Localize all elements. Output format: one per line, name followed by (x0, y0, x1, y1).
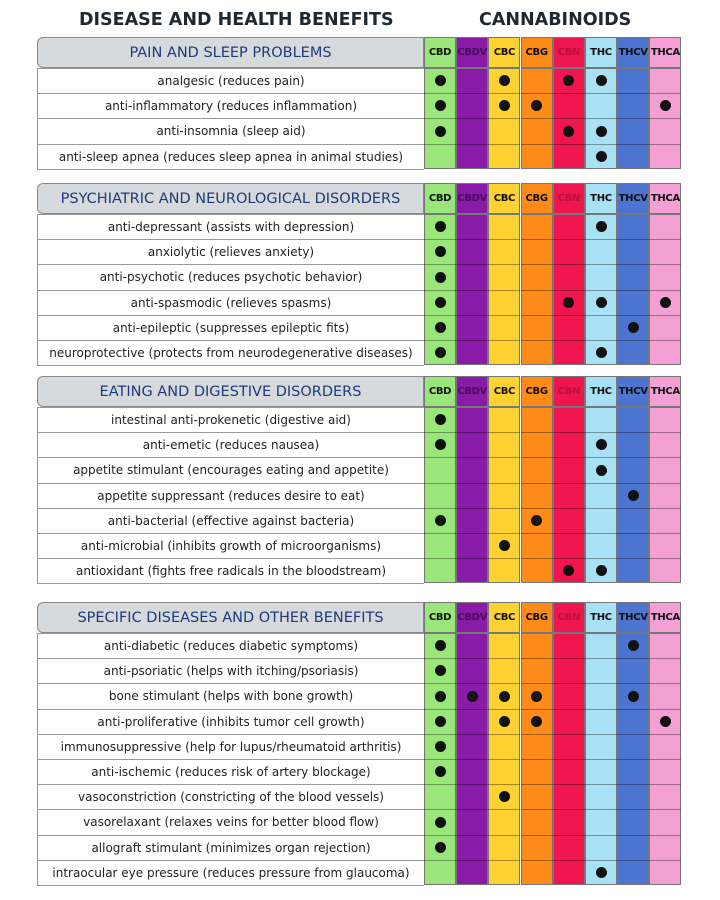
cell-divider (488, 558, 520, 559)
benefit-row-label: anti-psoriatic (helps with itching/psoriasis) (37, 658, 424, 684)
cell-divider (456, 340, 488, 341)
cell-divider (649, 144, 681, 145)
benefit-dot-thcv (628, 640, 639, 651)
column-header-cbg: CBG (521, 602, 553, 633)
cell-divider (424, 533, 456, 534)
column-header-cbdv: CBDV (456, 602, 488, 633)
cell-divider (649, 264, 681, 265)
cell-divider (585, 809, 617, 810)
cell-divider (521, 483, 553, 484)
cell-divider (617, 315, 649, 316)
cell-divider (488, 709, 520, 710)
benefit-dot-cbd (435, 842, 446, 853)
cell-divider (553, 759, 585, 760)
cell-divider (456, 809, 488, 810)
cell-divider (424, 93, 456, 94)
benefit-dot-thcv (628, 691, 639, 702)
column-header-thc: THC (585, 37, 617, 68)
cell-divider (649, 315, 681, 316)
cell-divider (553, 264, 585, 265)
cell-divider (585, 432, 617, 433)
benefit-dot-thc (596, 221, 607, 232)
cell-divider (585, 118, 617, 119)
cell-divider (521, 340, 553, 341)
benefit-dot-cbd (435, 817, 446, 828)
benefit-row-label: intraocular eye pressure (reduces pressure from glaucoma) (37, 860, 424, 886)
cell-divider (585, 860, 617, 861)
cell-divider (424, 432, 456, 433)
cell-divider (521, 835, 553, 836)
cell-divider (521, 93, 553, 94)
cell-divider (488, 315, 520, 316)
cell-divider (617, 144, 649, 145)
benefit-row-label: anti-epileptic (suppresses epileptic fits) (37, 315, 424, 341)
cell-divider (553, 835, 585, 836)
cell-divider (424, 239, 456, 240)
column-header-cbn: CBN (553, 183, 585, 214)
cell-divider (553, 683, 585, 684)
cell-divider (649, 239, 681, 240)
cell-divider (424, 508, 456, 509)
cell-divider (553, 340, 585, 341)
cell-divider (521, 264, 553, 265)
cell-divider (553, 558, 585, 559)
benefits-header: DISEASE AND HEALTH BENEFITS (79, 10, 394, 30)
benefit-dot-cbn (563, 126, 574, 137)
cell-divider (617, 835, 649, 836)
cell-divider (649, 759, 681, 760)
column-header-cbdv: CBDV (456, 37, 488, 68)
benefit-row-label: appetite suppressant (reduces desire to eat) (37, 483, 424, 509)
column-header-thcv: THCV (617, 376, 649, 407)
cell-divider (456, 759, 488, 760)
benefit-dot-cbd (435, 766, 446, 777)
cell-divider (617, 483, 649, 484)
cell-divider (649, 709, 681, 710)
cell-divider (456, 290, 488, 291)
cell-divider (585, 290, 617, 291)
cell-divider (585, 784, 617, 785)
cell-divider (553, 784, 585, 785)
cell-divider (585, 239, 617, 240)
column-body-cbn (553, 407, 585, 583)
cell-divider (424, 290, 456, 291)
cell-divider (488, 432, 520, 433)
column-body-cbd (424, 407, 456, 583)
cell-divider (521, 508, 553, 509)
cell-divider (488, 483, 520, 484)
benefit-row-label: analgesic (reduces pain) (37, 68, 424, 94)
cell-divider (585, 340, 617, 341)
cell-divider (488, 118, 520, 119)
cell-divider (456, 432, 488, 433)
column-header-cbg: CBG (521, 183, 553, 214)
benefit-dot-cbc (499, 691, 510, 702)
cell-divider (424, 144, 456, 145)
cell-divider (585, 264, 617, 265)
cannabinoids-header: CANNABINOIDS (479, 10, 632, 30)
benefit-dot-cbdv (467, 691, 478, 702)
benefit-dot-cbd (435, 665, 446, 676)
benefit-dot-cbd (435, 515, 446, 526)
benefit-row-label: anxiolytic (relieves anxiety) (37, 239, 424, 265)
cell-divider (424, 264, 456, 265)
benefit-row-label: anti-spasmodic (relieves spasms) (37, 290, 424, 316)
cell-divider (424, 734, 456, 735)
cell-divider (456, 508, 488, 509)
cell-divider (649, 784, 681, 785)
benefit-dot-cbd (435, 272, 446, 283)
cell-divider (617, 658, 649, 659)
cell-divider (488, 533, 520, 534)
benefit-dot-thca (660, 297, 671, 308)
cell-divider (424, 860, 456, 861)
column-header-cbc: CBC (488, 183, 520, 214)
cell-divider (424, 457, 456, 458)
cell-divider (424, 784, 456, 785)
cell-divider (424, 683, 456, 684)
column-header-cbg: CBG (521, 37, 553, 68)
cell-divider (617, 264, 649, 265)
column-body-cbg (521, 407, 553, 583)
cell-divider (521, 658, 553, 659)
cell-divider (488, 239, 520, 240)
cell-divider (617, 290, 649, 291)
cell-divider (649, 483, 681, 484)
column-header-thca: THCA (649, 602, 681, 633)
cell-divider (456, 658, 488, 659)
cell-divider (585, 315, 617, 316)
column-header-thcv: THCV (617, 602, 649, 633)
cell-divider (456, 533, 488, 534)
cell-divider (553, 239, 585, 240)
benefit-row-label: anti-diabetic (reduces diabetic symptoms) (37, 633, 424, 659)
column-header-cbd: CBD (424, 376, 456, 407)
benefit-dot-cbd (435, 322, 446, 333)
cell-divider (456, 784, 488, 785)
benefit-dot-cbd (435, 691, 446, 702)
cell-divider (424, 118, 456, 119)
cell-divider (649, 860, 681, 861)
cell-divider (521, 239, 553, 240)
benefit-dot-thca (660, 716, 671, 727)
cell-divider (585, 759, 617, 760)
cell-divider (456, 239, 488, 240)
benefit-dot-thcv (628, 322, 639, 333)
cell-divider (617, 508, 649, 509)
cell-divider (456, 315, 488, 316)
column-header-cbd: CBD (424, 183, 456, 214)
cell-divider (456, 264, 488, 265)
cell-divider (488, 835, 520, 836)
benefit-dot-thc (596, 126, 607, 137)
benefit-row-label: anti-ischemic (reduces risk of artery blockage) (37, 759, 424, 785)
column-header-cbg: CBG (521, 376, 553, 407)
cell-divider (521, 290, 553, 291)
cell-divider (521, 683, 553, 684)
cell-divider (456, 860, 488, 861)
cell-divider (424, 835, 456, 836)
cell-divider (585, 144, 617, 145)
cell-divider (553, 93, 585, 94)
cell-divider (553, 483, 585, 484)
cell-divider (553, 315, 585, 316)
benefit-row-label: anti-depressant (assists with depression) (37, 214, 424, 240)
cell-divider (456, 558, 488, 559)
benefit-row-label: intestinal anti-prokenetic (digestive aid) (37, 407, 424, 433)
cell-divider (585, 658, 617, 659)
cell-divider (488, 784, 520, 785)
benefit-row-label: anti-microbial (inhibits growth of microorganisms) (37, 533, 424, 559)
column-header-cbn: CBN (553, 602, 585, 633)
cell-divider (553, 809, 585, 810)
cell-divider (521, 860, 553, 861)
cell-divider (553, 734, 585, 735)
cell-divider (521, 432, 553, 433)
cell-divider (488, 264, 520, 265)
benefit-dot-cbd (435, 100, 446, 111)
benefit-dot-cbd (435, 741, 446, 752)
benefit-dot-thc (596, 75, 607, 86)
cell-divider (488, 93, 520, 94)
benefit-row-label: anti-bacterial (effective against bacteria) (37, 508, 424, 534)
section-title: PSYCHIATRIC AND NEUROLOGICAL DISORDERS (37, 183, 424, 214)
cell-divider (424, 558, 456, 559)
cell-divider (649, 118, 681, 119)
cell-divider (521, 734, 553, 735)
cell-divider (553, 658, 585, 659)
cell-divider (649, 508, 681, 509)
cell-divider (521, 118, 553, 119)
benefit-row-label: anti-sleep apnea (reduces sleep apnea in animal studies) (37, 144, 424, 170)
cell-divider (553, 457, 585, 458)
column-body-thca (649, 407, 681, 583)
cell-divider (553, 144, 585, 145)
cell-divider (649, 340, 681, 341)
cell-divider (488, 683, 520, 684)
benefit-dot-cbd (435, 75, 446, 86)
cell-divider (456, 683, 488, 684)
cell-divider (553, 290, 585, 291)
cell-divider (649, 533, 681, 534)
cell-divider (521, 457, 553, 458)
cell-divider (488, 508, 520, 509)
benefit-dot-cbg (531, 515, 542, 526)
cell-divider (617, 93, 649, 94)
cell-divider (617, 432, 649, 433)
cell-divider (585, 734, 617, 735)
cell-divider (521, 315, 553, 316)
benefit-row-label: neuroprotective (protects from neurodegenerative diseases) (37, 340, 424, 366)
benefit-row-label: immunosuppressive (help for lupus/rheumatoid arthritis) (37, 734, 424, 760)
cell-divider (553, 860, 585, 861)
benefit-dot-cbg (531, 716, 542, 727)
cell-divider (585, 483, 617, 484)
benefit-row-label: anti-psychotic (reduces psychotic behavior) (37, 264, 424, 290)
cell-divider (617, 118, 649, 119)
cell-divider (649, 93, 681, 94)
cell-divider (553, 118, 585, 119)
cell-divider (649, 457, 681, 458)
cell-divider (456, 734, 488, 735)
column-header-cbd: CBD (424, 602, 456, 633)
cell-divider (585, 533, 617, 534)
cell-divider (456, 144, 488, 145)
cell-divider (617, 734, 649, 735)
benefit-dot-cbd (435, 221, 446, 232)
column-body-cbc (488, 407, 520, 583)
cell-divider (617, 683, 649, 684)
benefit-dot-cbd (435, 716, 446, 727)
benefit-dot-thc (596, 347, 607, 358)
benefit-dot-thc (596, 439, 607, 450)
cell-divider (488, 734, 520, 735)
benefit-row-label: anti-emetic (reduces nausea) (37, 432, 424, 458)
benefit-dot-thc (596, 867, 607, 878)
cell-divider (521, 709, 553, 710)
column-header-thcv: THCV (617, 183, 649, 214)
benefit-dot-cbd (435, 246, 446, 257)
benefit-dot-thc (596, 565, 607, 576)
cell-divider (521, 144, 553, 145)
cell-divider (488, 658, 520, 659)
cell-divider (649, 290, 681, 291)
cell-divider (488, 340, 520, 341)
column-header-thca: THCA (649, 37, 681, 68)
cell-divider (617, 809, 649, 810)
cell-divider (521, 784, 553, 785)
benefit-row-label: allograft stimulant (minimizes organ rejection) (37, 835, 424, 861)
benefit-row-label: anti-proliferative (inhibits tumor cell growth) (37, 709, 424, 735)
cell-divider (649, 835, 681, 836)
cell-divider (553, 533, 585, 534)
cell-divider (488, 457, 520, 458)
benefit-dot-thc (596, 297, 607, 308)
column-body-cbdv (456, 407, 488, 583)
cell-divider (488, 759, 520, 760)
cell-divider (617, 558, 649, 559)
cell-divider (649, 683, 681, 684)
cell-divider (456, 93, 488, 94)
column-header-thc: THC (585, 376, 617, 407)
cell-divider (521, 558, 553, 559)
benefit-dot-thc (596, 151, 607, 162)
benefit-dot-cbd (435, 126, 446, 137)
column-body-thc (585, 407, 617, 583)
section-title: PAIN AND SLEEP PROBLEMS (37, 37, 424, 68)
column-header-thca: THCA (649, 376, 681, 407)
benefit-dot-cbg (531, 691, 542, 702)
cell-divider (456, 118, 488, 119)
cell-divider (424, 759, 456, 760)
benefit-dot-thc (596, 465, 607, 476)
cell-divider (617, 340, 649, 341)
column-header-thcv: THCV (617, 37, 649, 68)
cell-divider (649, 558, 681, 559)
cell-divider (456, 709, 488, 710)
column-header-thc: THC (585, 602, 617, 633)
section-title: EATING AND DIGESTIVE DISORDERS (37, 376, 424, 407)
column-header-cbn: CBN (553, 37, 585, 68)
benefit-dot-cbd (435, 347, 446, 358)
column-header-cbc: CBC (488, 37, 520, 68)
cell-divider (617, 709, 649, 710)
cell-divider (617, 239, 649, 240)
cell-divider (585, 835, 617, 836)
cell-divider (585, 709, 617, 710)
cell-divider (521, 759, 553, 760)
cell-divider (585, 508, 617, 509)
benefit-dot-cbd (435, 640, 446, 651)
benefit-row-label: anti-insomnia (sleep aid) (37, 118, 424, 144)
benefit-dot-cbd (435, 414, 446, 425)
cell-divider (424, 340, 456, 341)
cell-divider (521, 533, 553, 534)
cell-divider (488, 860, 520, 861)
benefit-dot-cbc (499, 716, 510, 727)
cell-divider (585, 93, 617, 94)
benefit-dot-cbd (435, 297, 446, 308)
cell-divider (488, 290, 520, 291)
benefit-dot-cbd (435, 439, 446, 450)
cell-divider (617, 533, 649, 534)
cell-divider (424, 658, 456, 659)
benefit-row-label: anti-inflammatory (reduces inflammation) (37, 93, 424, 119)
column-header-cbdv: CBDV (456, 376, 488, 407)
cell-divider (617, 759, 649, 760)
cell-divider (585, 683, 617, 684)
cell-divider (617, 457, 649, 458)
cell-divider (553, 709, 585, 710)
cell-divider (488, 144, 520, 145)
benefit-row-label: bone stimulant (helps with bone growth) (37, 683, 424, 709)
cell-divider (456, 835, 488, 836)
cell-divider (424, 809, 456, 810)
cell-divider (649, 734, 681, 735)
benefit-row-label: appetite stimulant (encourages eating and appetite) (37, 457, 424, 483)
column-header-cbc: CBC (488, 602, 520, 633)
cell-divider (521, 809, 553, 810)
cell-divider (488, 809, 520, 810)
column-header-thca: THCA (649, 183, 681, 214)
benefit-row-label: vasoconstriction (constricting of the blood vessels) (37, 784, 424, 810)
cell-divider (553, 432, 585, 433)
cell-divider (585, 558, 617, 559)
cell-divider (553, 508, 585, 509)
benefit-row-label: vasorelaxant (relaxes veins for better blood flow) (37, 809, 424, 835)
cell-divider (585, 457, 617, 458)
cell-divider (649, 432, 681, 433)
column-header-thc: THC (585, 183, 617, 214)
cell-divider (649, 658, 681, 659)
benefit-dot-thcv (628, 490, 639, 501)
cell-divider (617, 860, 649, 861)
cell-divider (424, 709, 456, 710)
benefit-row-label: antioxidant (fights free radicals in the bloodstream) (37, 558, 424, 584)
cell-divider (456, 457, 488, 458)
cell-divider (456, 483, 488, 484)
cell-divider (424, 483, 456, 484)
section-title: SPECIFIC DISEASES AND OTHER BENEFITS (37, 602, 424, 633)
column-header-cbc: CBC (488, 376, 520, 407)
cell-divider (649, 809, 681, 810)
column-header-cbd: CBD (424, 37, 456, 68)
cell-divider (617, 784, 649, 785)
cell-divider (424, 315, 456, 316)
column-header-cbn: CBN (553, 376, 585, 407)
column-header-cbdv: CBDV (456, 183, 488, 214)
